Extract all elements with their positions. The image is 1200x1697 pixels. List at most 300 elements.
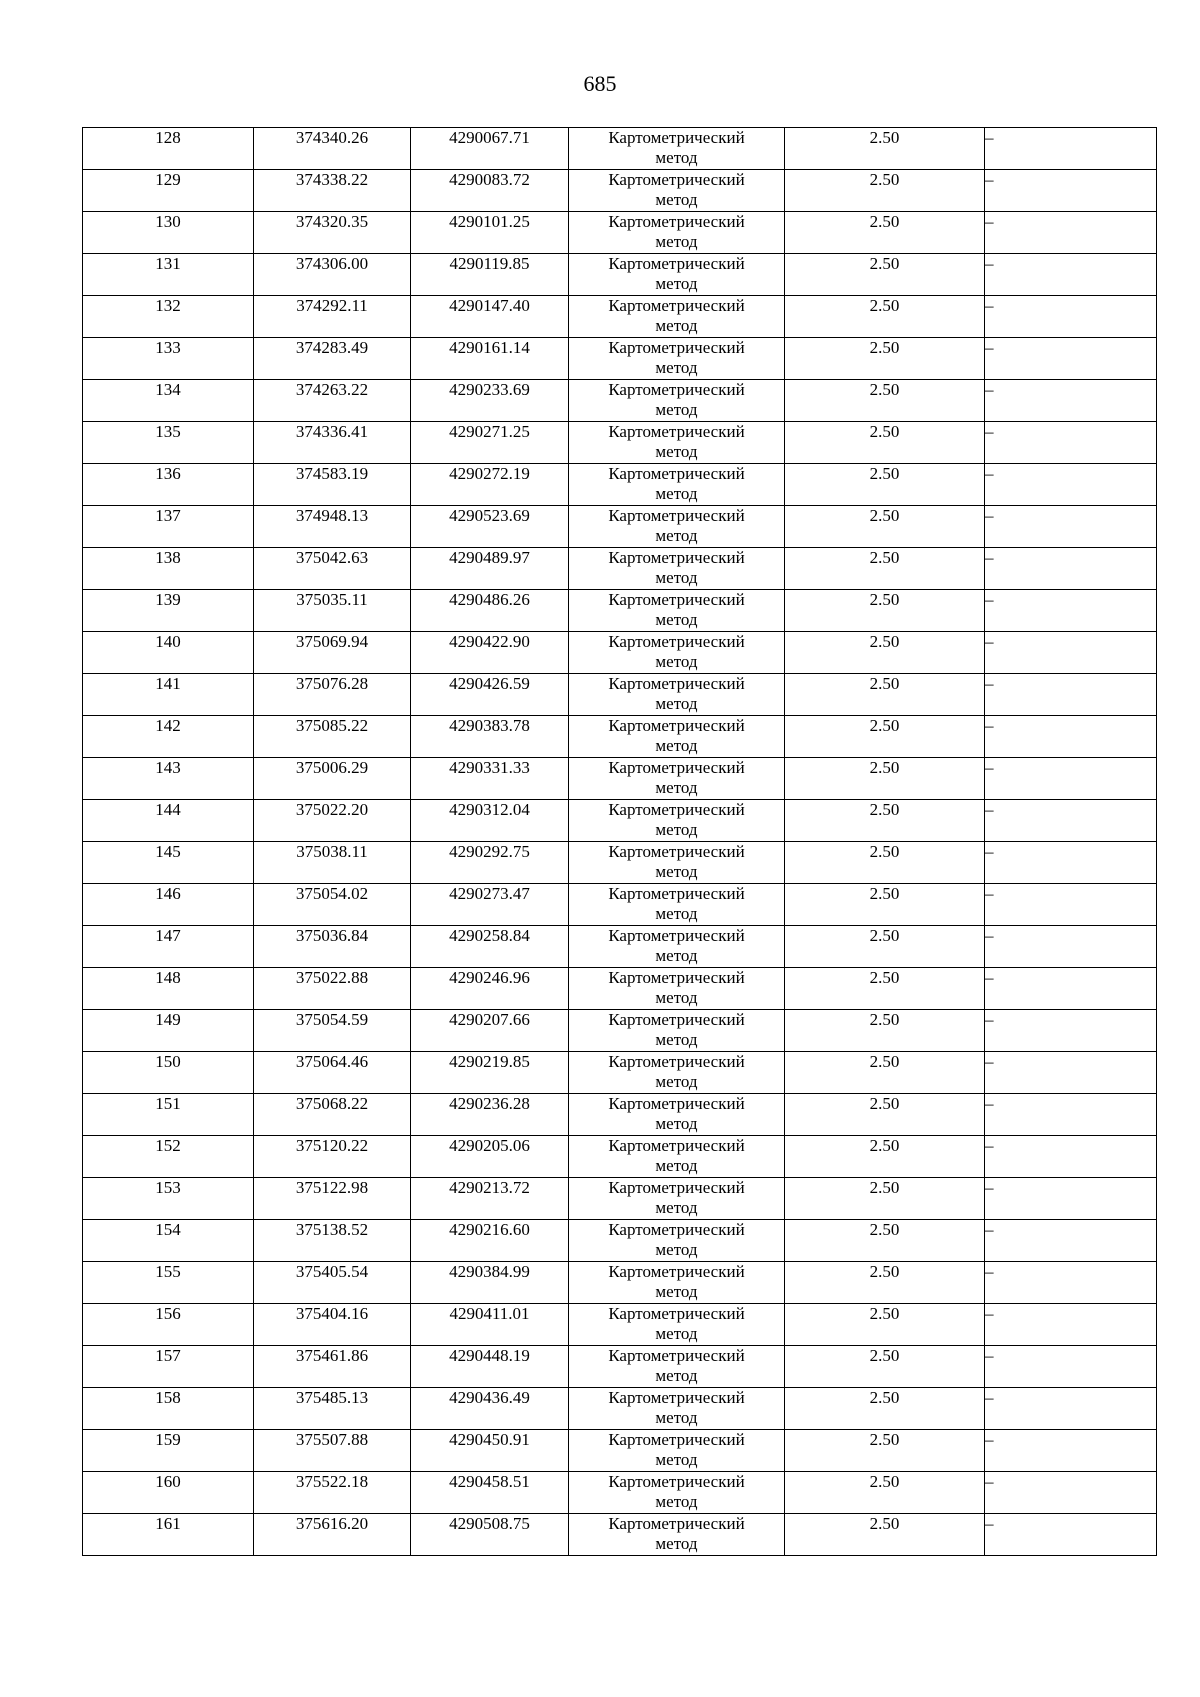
accuracy-cell: 2.50 <box>785 1304 985 1346</box>
point-number-cell: 141 <box>83 674 254 716</box>
accuracy-cell: 2.50 <box>785 1262 985 1304</box>
method-line-1: Картометрический <box>608 842 745 861</box>
method-cell <box>569 170 785 212</box>
method-line-1: Картометрический <box>608 296 745 315</box>
accuracy-cell: 2.50 <box>785 926 985 968</box>
method-line-2: метод <box>655 988 698 1007</box>
method-line-2: метод <box>655 526 698 545</box>
method-cell <box>569 548 785 590</box>
method-cell <box>569 212 785 254</box>
point-number-cell: 140 <box>83 632 254 674</box>
method-line-1: Картометрический <box>608 1136 745 1155</box>
method-line-2: метод <box>655 316 698 335</box>
method-line-2: метод <box>655 610 698 629</box>
note-cell: – <box>985 884 1157 926</box>
coordinate-x-cell: 374583.19 <box>254 464 411 506</box>
method-line-1: Картометрический <box>608 422 745 441</box>
method-cell <box>569 674 785 716</box>
method-line-1: Картометрический <box>608 464 745 483</box>
method-line-2: метод <box>655 1282 698 1301</box>
note-cell: – <box>985 170 1157 212</box>
note-cell: – <box>985 1430 1157 1472</box>
coordinate-y-cell: 4290119.85 <box>411 254 569 296</box>
method-line-1: Картометрический <box>608 338 745 357</box>
table-row <box>83 590 1157 632</box>
table-row <box>83 1514 1157 1556</box>
method-line-1: Картометрический <box>608 1304 745 1323</box>
method-line-2: метод <box>655 274 698 293</box>
method-line-1: Картометрический <box>608 1010 745 1029</box>
table-row <box>83 632 1157 674</box>
coordinate-y-cell: 4290205.06 <box>411 1136 569 1178</box>
method-cell <box>569 254 785 296</box>
coordinate-x-cell: 375616.20 <box>254 1514 411 1556</box>
point-number-cell: 138 <box>83 548 254 590</box>
point-number-cell: 135 <box>83 422 254 464</box>
table-row <box>83 506 1157 548</box>
point-number-cell: 144 <box>83 800 254 842</box>
table-row <box>83 128 1157 170</box>
accuracy-cell: 2.50 <box>785 1430 985 1472</box>
method-cell <box>569 296 785 338</box>
coordinate-y-cell: 4290486.26 <box>411 590 569 632</box>
method-cell <box>569 1010 785 1052</box>
method-cell <box>569 1052 785 1094</box>
coordinate-y-cell: 4290384.99 <box>411 1262 569 1304</box>
accuracy-cell: 2.50 <box>785 128 985 170</box>
note-cell: – <box>985 1346 1157 1388</box>
accuracy-cell: 2.50 <box>785 800 985 842</box>
method-line-1: Картометрический <box>608 674 745 693</box>
method-cell <box>569 632 785 674</box>
note-cell: – <box>985 1220 1157 1262</box>
point-number-cell: 158 <box>83 1388 254 1430</box>
coordinate-y-cell: 4290448.19 <box>411 1346 569 1388</box>
table-row <box>83 1262 1157 1304</box>
method-line-1: Картометрический <box>608 1472 745 1491</box>
method-line-2: метод <box>655 1198 698 1217</box>
coordinate-y-cell: 4290233.69 <box>411 380 569 422</box>
method-line-1: Картометрический <box>608 1052 745 1071</box>
coordinate-x-cell: 375076.28 <box>254 674 411 716</box>
point-number-cell: 151 <box>83 1094 254 1136</box>
table-row <box>83 1010 1157 1052</box>
point-number-cell: 155 <box>83 1262 254 1304</box>
coordinate-y-cell: 4290411.01 <box>411 1304 569 1346</box>
note-cell: – <box>985 590 1157 632</box>
method-line-1: Картометрический <box>608 926 745 945</box>
page-number: 685 <box>583 71 617 96</box>
coordinate-y-cell: 4290508.75 <box>411 1514 569 1556</box>
point-number-cell: 152 <box>83 1136 254 1178</box>
point-number-cell: 160 <box>83 1472 254 1514</box>
coordinate-x-cell: 375038.11 <box>254 842 411 884</box>
coordinates-table <box>82 127 1157 1556</box>
coordinate-y-cell: 4290292.75 <box>411 842 569 884</box>
method-line-2: метод <box>655 820 698 839</box>
point-number-cell: 132 <box>83 296 254 338</box>
table-row <box>83 758 1157 800</box>
method-line-2: метод <box>655 778 698 797</box>
note-cell: – <box>985 1094 1157 1136</box>
coordinate-x-cell: 375485.13 <box>254 1388 411 1430</box>
method-cell <box>569 1346 785 1388</box>
table-row <box>83 422 1157 464</box>
table-row <box>83 674 1157 716</box>
point-number-cell: 139 <box>83 590 254 632</box>
note-cell: – <box>985 632 1157 674</box>
table-row <box>83 1430 1157 1472</box>
method-line-2: метод <box>655 1030 698 1049</box>
table-row <box>83 212 1157 254</box>
coordinate-y-cell: 4290331.33 <box>411 758 569 800</box>
coordinate-y-cell: 4290101.25 <box>411 212 569 254</box>
method-cell <box>569 716 785 758</box>
point-number-cell: 145 <box>83 842 254 884</box>
coordinate-x-cell: 374292.11 <box>254 296 411 338</box>
note-cell: – <box>985 1304 1157 1346</box>
coordinate-y-cell: 4290312.04 <box>411 800 569 842</box>
method-line-1: Картометрический <box>608 968 745 987</box>
coordinate-y-cell: 4290489.97 <box>411 548 569 590</box>
point-number-cell: 159 <box>83 1430 254 1472</box>
method-line-2: метод <box>655 484 698 503</box>
coordinate-y-cell: 4290246.96 <box>411 968 569 1010</box>
accuracy-cell: 2.50 <box>785 884 985 926</box>
table-row <box>83 1346 1157 1388</box>
method-line-2: метод <box>655 652 698 671</box>
method-line-2: метод <box>655 232 698 251</box>
method-line-2: метод <box>655 1114 698 1133</box>
table-row <box>83 464 1157 506</box>
note-cell: – <box>985 548 1157 590</box>
method-line-1: Картометрический <box>608 632 745 651</box>
table-row <box>83 548 1157 590</box>
method-line-1: Картометрический <box>608 506 745 525</box>
note-cell: – <box>985 212 1157 254</box>
coordinate-x-cell: 375022.20 <box>254 800 411 842</box>
note-cell: – <box>985 422 1157 464</box>
coordinate-x-cell: 374336.41 <box>254 422 411 464</box>
point-number-cell: 146 <box>83 884 254 926</box>
coordinate-x-cell: 374340.26 <box>254 128 411 170</box>
note-cell: – <box>985 1178 1157 1220</box>
method-cell <box>569 506 785 548</box>
method-line-2: метод <box>655 1534 698 1553</box>
coordinate-x-cell: 374320.35 <box>254 212 411 254</box>
method-cell <box>569 380 785 422</box>
method-line-1: Картометрический <box>608 1388 745 1407</box>
table-row <box>83 1094 1157 1136</box>
coordinate-x-cell: 375069.94 <box>254 632 411 674</box>
note-cell: – <box>985 1010 1157 1052</box>
coordinate-y-cell: 4290271.25 <box>411 422 569 464</box>
coordinate-y-cell: 4290458.51 <box>411 1472 569 1514</box>
accuracy-cell: 2.50 <box>785 296 985 338</box>
method-cell <box>569 758 785 800</box>
note-cell: – <box>985 800 1157 842</box>
coordinate-y-cell: 4290083.72 <box>411 170 569 212</box>
method-line-1: Картометрический <box>608 1262 745 1281</box>
coordinate-x-cell: 375054.02 <box>254 884 411 926</box>
table-row <box>83 1472 1157 1514</box>
coordinate-x-cell: 375022.88 <box>254 968 411 1010</box>
method-line-1: Картометрический <box>608 1178 745 1197</box>
method-cell <box>569 1220 785 1262</box>
note-cell: – <box>985 1262 1157 1304</box>
table-row <box>83 968 1157 1010</box>
coordinate-y-cell: 4290436.49 <box>411 1388 569 1430</box>
accuracy-cell: 2.50 <box>785 170 985 212</box>
method-line-2: метод <box>655 1072 698 1091</box>
method-cell <box>569 968 785 1010</box>
method-line-1: Картометрический <box>608 548 745 567</box>
accuracy-cell: 2.50 <box>785 548 985 590</box>
method-line-2: метод <box>655 862 698 881</box>
coordinate-y-cell: 4290273.47 <box>411 884 569 926</box>
note-cell: – <box>985 506 1157 548</box>
coordinate-y-cell: 4290523.69 <box>411 506 569 548</box>
point-number-cell: 133 <box>83 338 254 380</box>
method-line-1: Картометрический <box>608 800 745 819</box>
method-line-1: Картометрический <box>608 1514 745 1533</box>
coordinate-x-cell: 375064.46 <box>254 1052 411 1094</box>
accuracy-cell: 2.50 <box>785 1010 985 1052</box>
method-line-1: Картометрический <box>608 170 745 189</box>
coordinate-x-cell: 375120.22 <box>254 1136 411 1178</box>
table-row <box>83 1052 1157 1094</box>
method-cell <box>569 1388 785 1430</box>
coordinate-y-cell: 4290161.14 <box>411 338 569 380</box>
method-line-1: Картометрический <box>608 590 745 609</box>
method-line-1: Картометрический <box>608 716 745 735</box>
accuracy-cell: 2.50 <box>785 1220 985 1262</box>
coordinate-y-cell: 4290383.78 <box>411 716 569 758</box>
coordinate-x-cell: 375054.59 <box>254 1010 411 1052</box>
method-line-2: метод <box>655 190 698 209</box>
accuracy-cell: 2.50 <box>785 758 985 800</box>
method-cell <box>569 1514 785 1556</box>
method-line-2: метод <box>655 1450 698 1469</box>
method-line-2: метод <box>655 1156 698 1175</box>
coordinate-x-cell: 375122.98 <box>254 1178 411 1220</box>
table-body <box>83 128 1157 1556</box>
method-cell <box>569 842 785 884</box>
accuracy-cell: 2.50 <box>785 338 985 380</box>
table-row <box>83 380 1157 422</box>
accuracy-cell: 2.50 <box>785 632 985 674</box>
coordinate-x-cell: 375522.18 <box>254 1472 411 1514</box>
accuracy-cell: 2.50 <box>785 212 985 254</box>
table-row <box>83 842 1157 884</box>
coordinate-y-cell: 4290422.90 <box>411 632 569 674</box>
method-cell <box>569 1304 785 1346</box>
method-cell <box>569 590 785 632</box>
note-cell: – <box>985 926 1157 968</box>
table-row <box>83 716 1157 758</box>
method-cell <box>569 338 785 380</box>
accuracy-cell: 2.50 <box>785 464 985 506</box>
coordinate-x-cell: 375405.54 <box>254 1262 411 1304</box>
table-row <box>83 296 1157 338</box>
method-cell <box>569 1472 785 1514</box>
coordinate-x-cell: 374263.22 <box>254 380 411 422</box>
coordinate-x-cell: 375461.86 <box>254 1346 411 1388</box>
accuracy-cell: 2.50 <box>785 380 985 422</box>
coordinate-x-cell: 375035.11 <box>254 590 411 632</box>
coordinate-x-cell: 375138.52 <box>254 1220 411 1262</box>
method-line-2: метод <box>655 946 698 965</box>
note-cell: – <box>985 380 1157 422</box>
accuracy-cell: 2.50 <box>785 842 985 884</box>
note-cell: – <box>985 1472 1157 1514</box>
table-row <box>83 1388 1157 1430</box>
method-line-1: Картометрический <box>608 1430 745 1449</box>
coordinate-y-cell: 4290426.59 <box>411 674 569 716</box>
coordinate-y-cell: 4290219.85 <box>411 1052 569 1094</box>
accuracy-cell: 2.50 <box>785 506 985 548</box>
point-number-cell: 136 <box>83 464 254 506</box>
point-number-cell: 161 <box>83 1514 254 1556</box>
coordinate-x-cell: 374283.49 <box>254 338 411 380</box>
method-cell <box>569 884 785 926</box>
accuracy-cell: 2.50 <box>785 1514 985 1556</box>
accuracy-cell: 2.50 <box>785 1136 985 1178</box>
accuracy-cell: 2.50 <box>785 1094 985 1136</box>
point-number-cell: 154 <box>83 1220 254 1262</box>
coordinate-y-cell: 4290216.60 <box>411 1220 569 1262</box>
method-line-1: Картометрический <box>608 212 745 231</box>
accuracy-cell: 2.50 <box>785 422 985 464</box>
note-cell: – <box>985 758 1157 800</box>
table-row <box>83 1304 1157 1346</box>
coordinate-x-cell: 375042.63 <box>254 548 411 590</box>
table-row <box>83 338 1157 380</box>
method-line-1: Картометрический <box>608 1220 745 1239</box>
table-row <box>83 1220 1157 1262</box>
coordinate-x-cell: 374948.13 <box>254 506 411 548</box>
point-number-cell: 147 <box>83 926 254 968</box>
accuracy-cell: 2.50 <box>785 1472 985 1514</box>
accuracy-cell: 2.50 <box>785 254 985 296</box>
accuracy-cell: 2.50 <box>785 674 985 716</box>
table-row <box>83 254 1157 296</box>
point-number-cell: 157 <box>83 1346 254 1388</box>
note-cell: – <box>985 254 1157 296</box>
note-cell: – <box>985 464 1157 506</box>
coordinate-x-cell: 375006.29 <box>254 758 411 800</box>
point-number-cell: 150 <box>83 1052 254 1094</box>
table-row <box>83 1136 1157 1178</box>
accuracy-cell: 2.50 <box>785 716 985 758</box>
coordinate-x-cell: 375036.84 <box>254 926 411 968</box>
method-cell <box>569 422 785 464</box>
method-line-2: метод <box>655 736 698 755</box>
coordinate-y-cell: 4290213.72 <box>411 1178 569 1220</box>
coordinate-y-cell: 4290207.66 <box>411 1010 569 1052</box>
table-row <box>83 884 1157 926</box>
coordinate-y-cell: 4290147.40 <box>411 296 569 338</box>
method-cell <box>569 926 785 968</box>
method-line-2: метод <box>655 358 698 377</box>
note-cell: – <box>985 842 1157 884</box>
accuracy-cell: 2.50 <box>785 1388 985 1430</box>
method-line-1: Картометрический <box>608 1094 745 1113</box>
point-number-cell: 156 <box>83 1304 254 1346</box>
method-line-2: метод <box>655 148 698 167</box>
coordinate-x-cell: 374338.22 <box>254 170 411 212</box>
method-line-2: метод <box>655 1240 698 1259</box>
point-number-cell: 153 <box>83 1178 254 1220</box>
method-line-2: метод <box>655 400 698 419</box>
coordinate-x-cell: 374306.00 <box>254 254 411 296</box>
point-number-cell: 143 <box>83 758 254 800</box>
method-line-1: Картометрический <box>608 128 745 147</box>
note-cell: – <box>985 716 1157 758</box>
table-row <box>83 170 1157 212</box>
note-cell: – <box>985 674 1157 716</box>
point-number-cell: 148 <box>83 968 254 1010</box>
point-number-cell: 128 <box>83 128 254 170</box>
coordinate-x-cell: 375068.22 <box>254 1094 411 1136</box>
accuracy-cell: 2.50 <box>785 1052 985 1094</box>
note-cell: – <box>985 968 1157 1010</box>
table-row <box>83 800 1157 842</box>
method-cell <box>569 1430 785 1472</box>
point-number-cell: 134 <box>83 380 254 422</box>
method-cell <box>569 1136 785 1178</box>
point-number-cell: 149 <box>83 1010 254 1052</box>
method-cell <box>569 128 785 170</box>
note-cell: – <box>985 1136 1157 1178</box>
method-line-2: метод <box>655 1408 698 1427</box>
method-cell <box>569 1262 785 1304</box>
method-cell <box>569 1178 785 1220</box>
note-cell: – <box>985 1514 1157 1556</box>
table-row <box>83 926 1157 968</box>
note-cell: – <box>985 296 1157 338</box>
coordinate-y-cell: 4290272.19 <box>411 464 569 506</box>
coordinate-y-cell: 4290258.84 <box>411 926 569 968</box>
coordinate-x-cell: 375085.22 <box>254 716 411 758</box>
point-number-cell: 130 <box>83 212 254 254</box>
point-number-cell: 131 <box>83 254 254 296</box>
method-line-2: метод <box>655 442 698 461</box>
coordinate-y-cell: 4290067.71 <box>411 128 569 170</box>
method-line-2: метод <box>655 1366 698 1385</box>
accuracy-cell: 2.50 <box>785 1346 985 1388</box>
method-line-2: метод <box>655 694 698 713</box>
coordinate-y-cell: 4290450.91 <box>411 1430 569 1472</box>
method-line-2: метод <box>655 1492 698 1511</box>
method-line-1: Картометрический <box>608 380 745 399</box>
method-line-2: метод <box>655 904 698 923</box>
note-cell: – <box>985 1052 1157 1094</box>
method-line-1: Картометрический <box>608 884 745 903</box>
accuracy-cell: 2.50 <box>785 590 985 632</box>
method-line-2: метод <box>655 568 698 587</box>
point-number-cell: 129 <box>83 170 254 212</box>
point-number-cell: 137 <box>83 506 254 548</box>
table-row <box>83 1178 1157 1220</box>
coordinate-x-cell: 375507.88 <box>254 1430 411 1472</box>
method-cell <box>569 464 785 506</box>
note-cell: – <box>985 338 1157 380</box>
method-line-1: Картометрический <box>608 758 745 777</box>
method-cell <box>569 1094 785 1136</box>
accuracy-cell: 2.50 <box>785 1178 985 1220</box>
method-cell <box>569 800 785 842</box>
